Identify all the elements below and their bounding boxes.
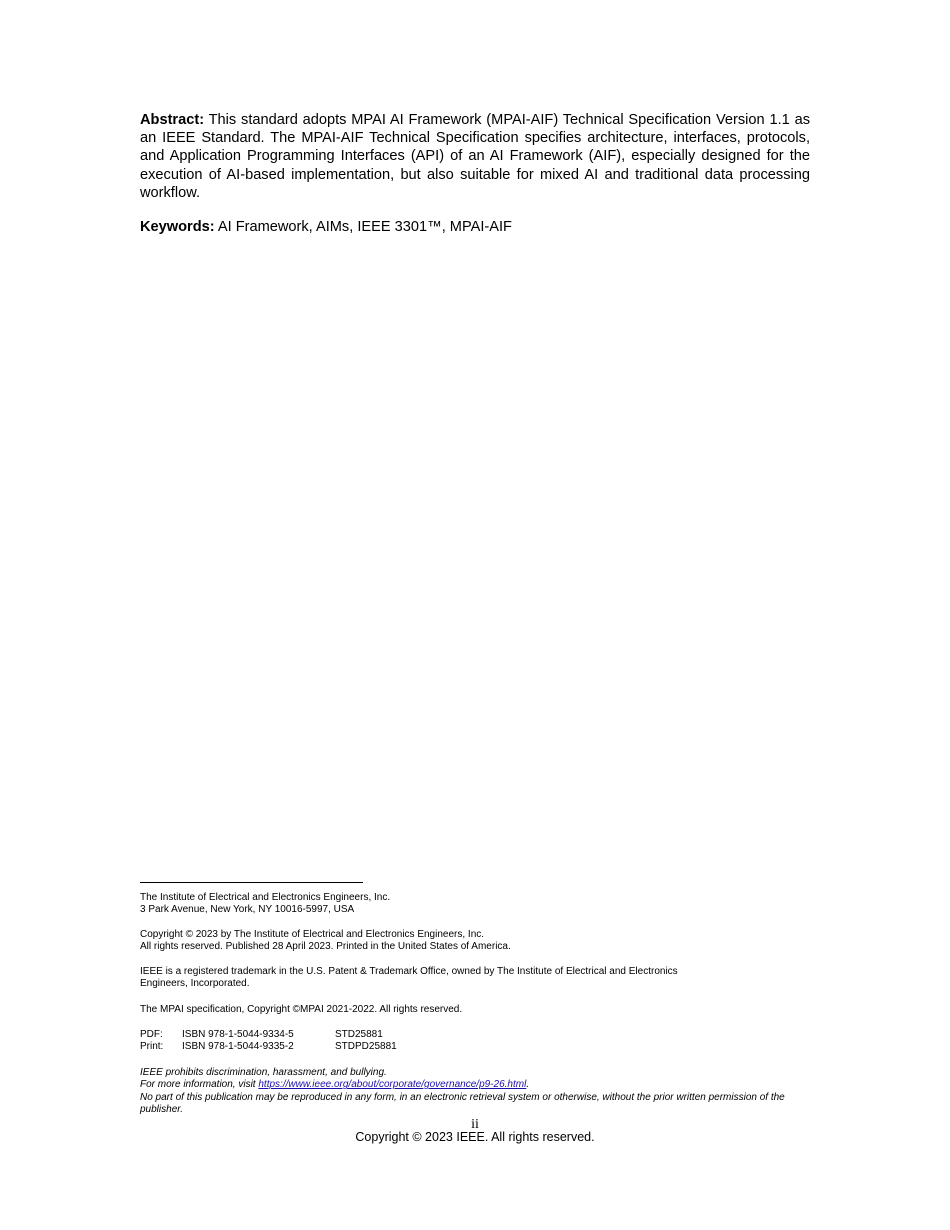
copyright-block (140, 929, 820, 954)
reproduction-notice: No part of this publication may be reproduced in any form, in an electronic retrieval system or otherwise, without the prior written permission of the publisher. (140, 1091, 785, 1115)
isbn-block (140, 1029, 820, 1054)
keywords-paragraph (140, 218, 810, 236)
publisher-address: 3 Park Avenue, New York, NY 10016-5997, USA (140, 904, 355, 916)
isbn-number: ISBN 978-1-5044-9335-2 (182, 1041, 294, 1053)
more-info-notice (140, 1079, 812, 1091)
isbn-number: ISBN 978-1-5044-9334-5 (182, 1029, 294, 1040)
footnote-divider (140, 882, 363, 883)
publisher-block (140, 892, 820, 917)
prohibits-notice: IEEE prohibits discrimination, harassment, and bullying. (140, 1067, 387, 1078)
publisher-name: The Institute of Electrical and Electronics Engineers, Inc. (140, 892, 391, 903)
keywords-label: Keywords: (140, 219, 215, 235)
footer-copyright: Copyright © 2023 IEEE. All rights reserved. (355, 1130, 595, 1144)
isbn-code: STDPD25881 (335, 1041, 397, 1053)
page-number: ii (471, 1117, 479, 1132)
abstract-text: This standard adopts MPAI AI Framework (MPAI-AIF) Technical Specification Version 1.1 as an IEEE Standard. The MPAI-AIF Technical Specification specifies architecture, interfaces, protocols, and Application Programming Interfaces (API) of an AI Framework (AIF), especially designed for the execution of AI-based implementation, but also suitable for mixed AI and traditional data processing workflow. (140, 112, 810, 201)
copyright-line-1: Copyright © 2023 by The Institute of Electrical and Electronics Engineers, Inc. (140, 929, 485, 940)
trademark-line-1: IEEE is a registered trademark in the U.S. Patent & Trademark Office, owned by The Institute of Electrical and Electronics (140, 966, 678, 977)
isbn-row-pdf (140, 1029, 820, 1041)
keywords-text: AI Framework, AIMs, IEEE 3301™, MPAI-AIF (214, 219, 512, 235)
notices-block (140, 1067, 812, 1116)
abstract-paragraph (140, 111, 810, 202)
isbn-code: STD25881 (335, 1029, 383, 1040)
mpai-copyright-block (140, 1004, 820, 1016)
abstract-label: Abstract: (140, 112, 205, 128)
isbn-row-print (140, 1041, 820, 1053)
more-info-suffix: . (526, 1079, 530, 1091)
isbn-label: PDF: (140, 1029, 163, 1040)
trademark-line-2: Engineers, Incorporated. (140, 978, 250, 990)
copyright-line-2: All rights reserved. Published 28 April 2023. Printed in the United States of America. (140, 941, 511, 953)
trademark-block (140, 966, 820, 991)
more-info-prefix: For more information, visit (140, 1079, 259, 1091)
mpai-copyright: The MPAI specification, Copyright ©MPAI 2021-2022. All rights reserved. (140, 1004, 463, 1015)
governance-link[interactable]: https://www.ieee.org/about/corporate/governance/p9-26.html (258, 1079, 527, 1091)
isbn-label: Print: (140, 1041, 164, 1053)
